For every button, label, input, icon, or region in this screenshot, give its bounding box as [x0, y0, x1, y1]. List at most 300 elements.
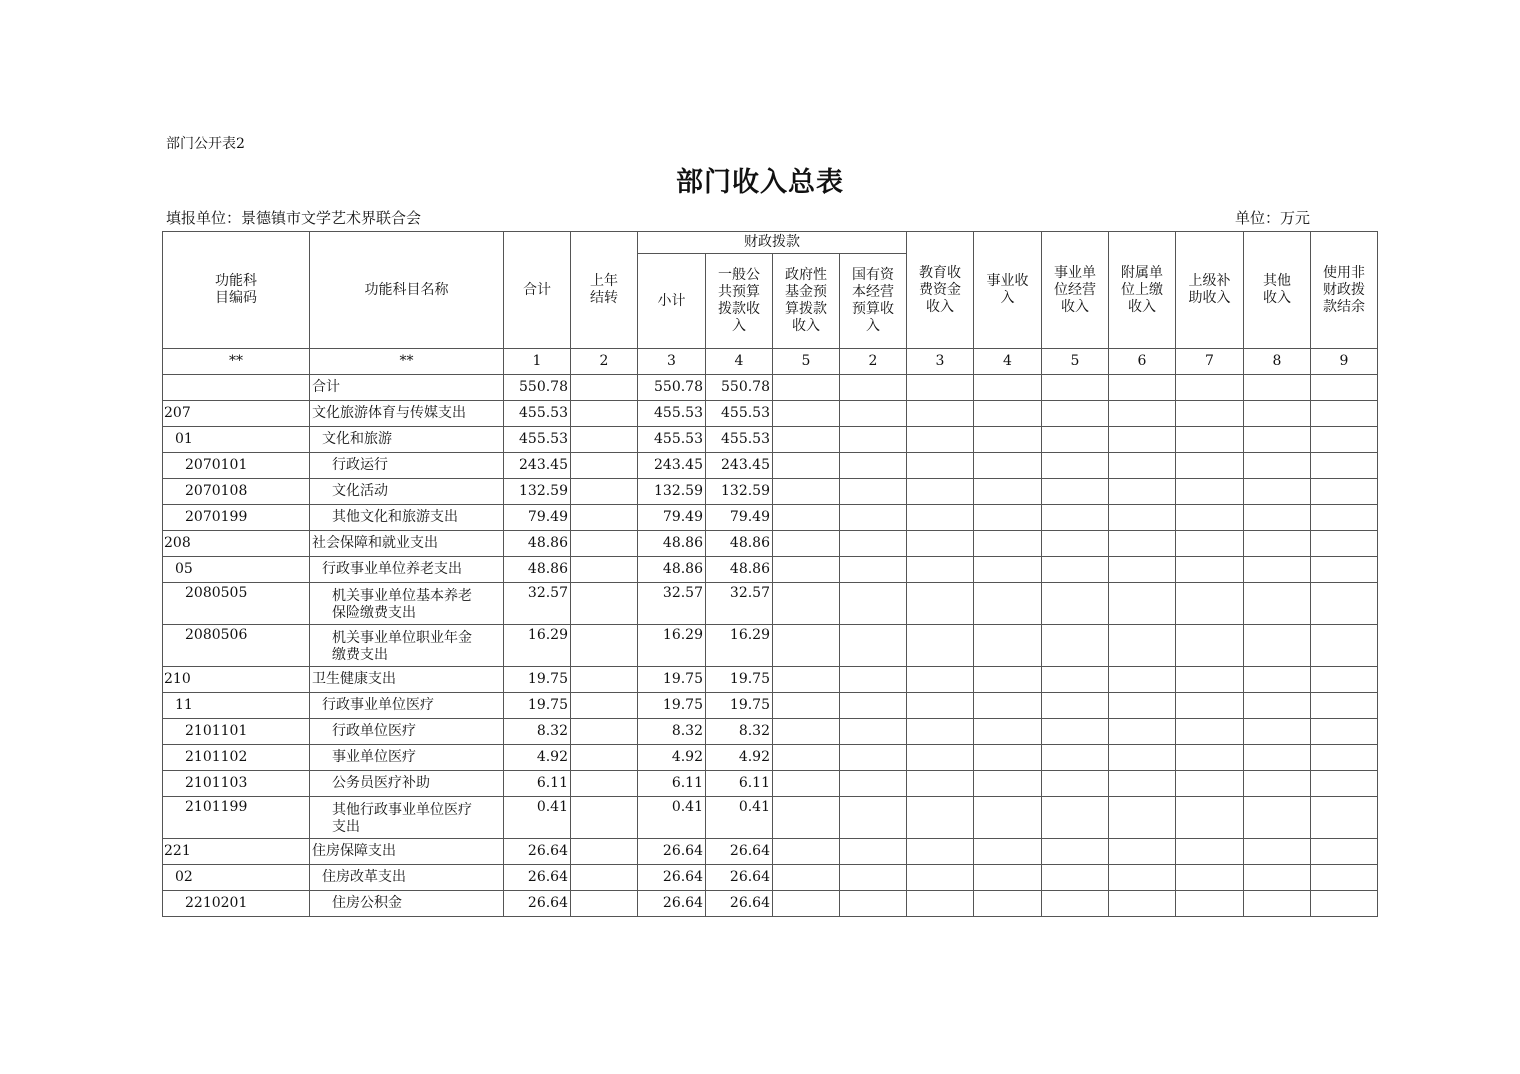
subtotal-cell: 132.59 — [638, 479, 706, 505]
empty-cell — [1042, 479, 1109, 505]
general-budget-cell: 8.32 — [706, 719, 773, 745]
carryover-cell — [571, 375, 638, 401]
header-name: 功能科目名称 — [310, 232, 504, 349]
empty-cell — [1176, 453, 1244, 479]
empty-cell — [974, 745, 1042, 771]
empty-cell — [1244, 839, 1311, 865]
empty-cell — [1244, 625, 1311, 667]
empty-cell — [773, 667, 840, 693]
empty-cell — [840, 891, 907, 917]
empty-cell — [773, 771, 840, 797]
total-cell: 0.41 — [504, 797, 571, 839]
subtotal-cell: 455.53 — [638, 401, 706, 427]
empty-cell — [1244, 557, 1311, 583]
code-cell: 2080505 — [163, 583, 310, 625]
code-cell: 2080506 — [163, 625, 310, 667]
code-cell: 221 — [163, 839, 310, 865]
empty-cell — [1244, 745, 1311, 771]
total-cell: 455.53 — [504, 427, 571, 453]
code-cell: 2070108 — [163, 479, 310, 505]
empty-cell — [1176, 531, 1244, 557]
empty-cell — [974, 719, 1042, 745]
carryover-cell — [571, 693, 638, 719]
empty-cell — [974, 625, 1042, 667]
empty-cell — [1109, 797, 1176, 839]
empty-cell — [1109, 667, 1176, 693]
table-row — [163, 531, 1378, 557]
code-cell: 2070199 — [163, 505, 310, 531]
subtotal-cell: 19.75 — [638, 667, 706, 693]
currency-unit: 单位：万元 — [1235, 209, 1311, 227]
code-cell: 02 — [163, 865, 310, 891]
code-cell: 2070101 — [163, 453, 310, 479]
empty-cell — [773, 625, 840, 667]
empty-cell — [1311, 375, 1378, 401]
subtotal-cell: 26.64 — [638, 839, 706, 865]
empty-cell — [907, 375, 974, 401]
empty-cell — [1244, 797, 1311, 839]
empty-cell — [1176, 865, 1244, 891]
empty-cell — [773, 557, 840, 583]
code-cell: 2210201 — [163, 891, 310, 917]
carryover-cell — [571, 891, 638, 917]
empty-cell — [1311, 531, 1378, 557]
empty-cell — [773, 693, 840, 719]
empty-cell — [773, 745, 840, 771]
general-budget-cell: 48.86 — [706, 531, 773, 557]
empty-cell — [974, 771, 1042, 797]
header-row-top — [163, 232, 1378, 254]
carryover-cell — [571, 865, 638, 891]
empty-cell — [840, 479, 907, 505]
empty-cell — [773, 531, 840, 557]
empty-cell — [1176, 625, 1244, 667]
total-cell: 455.53 — [504, 401, 571, 427]
total-cell: 16.29 — [504, 625, 571, 667]
empty-cell — [1244, 401, 1311, 427]
empty-cell — [1311, 401, 1378, 427]
code-cell — [163, 375, 310, 401]
header-affiliated: 附属单 位上缴 收入 — [1109, 232, 1176, 349]
empty-cell — [1244, 375, 1311, 401]
empty-cell — [840, 375, 907, 401]
empty-cell — [840, 693, 907, 719]
empty-cell — [1042, 375, 1109, 401]
header-business-ops: 事业单 位经营 收入 — [1042, 232, 1109, 349]
empty-cell — [1311, 719, 1378, 745]
empty-cell — [773, 797, 840, 839]
empty-cell — [1176, 375, 1244, 401]
general-budget-cell: 455.53 — [706, 401, 773, 427]
table-row — [163, 891, 1378, 917]
empty-cell — [1311, 745, 1378, 771]
empty-cell — [1109, 479, 1176, 505]
empty-cell — [1244, 667, 1311, 693]
subtotal-cell: 19.75 — [638, 693, 706, 719]
code-cell: 2101103 — [163, 771, 310, 797]
total-cell: 19.75 — [504, 667, 571, 693]
general-budget-cell: 16.29 — [706, 625, 773, 667]
empty-cell — [1244, 891, 1311, 917]
subtotal-cell: 26.64 — [638, 891, 706, 917]
empty-cell — [1042, 427, 1109, 453]
total-cell: 243.45 — [504, 453, 571, 479]
empty-cell — [1109, 453, 1176, 479]
carryover-cell — [571, 719, 638, 745]
empty-cell — [974, 865, 1042, 891]
table-row — [163, 745, 1378, 771]
empty-cell — [1176, 427, 1244, 453]
empty-cell — [773, 891, 840, 917]
column-index-cell: 4 — [706, 349, 773, 375]
name-cell: 行政事业单位医疗 — [310, 693, 504, 719]
code-cell: 207 — [163, 401, 310, 427]
empty-cell — [907, 693, 974, 719]
empty-cell — [840, 557, 907, 583]
empty-cell — [1042, 865, 1109, 891]
empty-cell — [1244, 719, 1311, 745]
total-cell: 132.59 — [504, 479, 571, 505]
reporting-unit: 填报单位：景德镇市文学艺术界联合会 — [166, 209, 422, 227]
subtotal-cell: 6.11 — [638, 771, 706, 797]
empty-cell — [1311, 453, 1378, 479]
header-superior: 上级补 助收入 — [1176, 232, 1244, 349]
column-index-cell: 3 — [638, 349, 706, 375]
name-cell: 机关事业单位职业年金 缴费支出 — [310, 625, 504, 667]
empty-cell — [1176, 667, 1244, 693]
table-row — [163, 667, 1378, 693]
empty-cell — [907, 557, 974, 583]
empty-cell — [1311, 667, 1378, 693]
empty-cell — [840, 505, 907, 531]
name-cell: 住房改革支出 — [310, 865, 504, 891]
general-budget-cell: 79.49 — [706, 505, 773, 531]
general-budget-cell: 26.64 — [706, 891, 773, 917]
empty-cell — [907, 427, 974, 453]
column-index-cell: 1 — [504, 349, 571, 375]
empty-cell — [907, 505, 974, 531]
table-row — [163, 865, 1378, 891]
subtotal-cell: 4.92 — [638, 745, 706, 771]
total-cell: 32.57 — [504, 583, 571, 625]
empty-cell — [1109, 625, 1176, 667]
general-budget-cell: 6.11 — [706, 771, 773, 797]
empty-cell — [907, 401, 974, 427]
table-row — [163, 557, 1378, 583]
empty-cell — [1176, 719, 1244, 745]
carryover-cell — [571, 667, 638, 693]
empty-cell — [840, 625, 907, 667]
empty-cell — [974, 667, 1042, 693]
empty-cell — [1311, 427, 1378, 453]
header-education: 教育收 费资金 收入 — [907, 232, 974, 349]
empty-cell — [773, 375, 840, 401]
empty-cell — [773, 505, 840, 531]
empty-cell — [907, 479, 974, 505]
empty-cell — [974, 401, 1042, 427]
general-budget-cell: 26.64 — [706, 839, 773, 865]
total-cell: 550.78 — [504, 375, 571, 401]
empty-cell — [840, 667, 907, 693]
empty-cell — [907, 839, 974, 865]
total-cell: 48.86 — [504, 531, 571, 557]
empty-cell — [840, 531, 907, 557]
table-row — [163, 427, 1378, 453]
header-business: 事业收 入 — [974, 232, 1042, 349]
empty-cell — [1109, 557, 1176, 583]
column-index-cell: 4 — [974, 349, 1042, 375]
empty-cell — [1176, 745, 1244, 771]
empty-cell — [1109, 745, 1176, 771]
carryover-cell — [571, 453, 638, 479]
empty-cell — [1042, 771, 1109, 797]
carryover-cell — [571, 557, 638, 583]
subtotal-cell: 455.53 — [638, 427, 706, 453]
empty-cell — [1311, 891, 1378, 917]
general-budget-cell: 26.64 — [706, 865, 773, 891]
column-index-cell: 2 — [571, 349, 638, 375]
name-cell: 住房公积金 — [310, 891, 504, 917]
empty-cell — [1244, 865, 1311, 891]
table-row — [163, 401, 1378, 427]
general-budget-cell: 455.53 — [706, 427, 773, 453]
empty-cell — [1176, 479, 1244, 505]
empty-cell — [907, 625, 974, 667]
general-budget-cell: 0.41 — [706, 797, 773, 839]
header-carryover: 上年 结转 — [571, 232, 638, 349]
table-row — [163, 771, 1378, 797]
empty-cell — [974, 583, 1042, 625]
empty-cell — [907, 583, 974, 625]
empty-cell — [1109, 427, 1176, 453]
empty-cell — [1042, 583, 1109, 625]
empty-cell — [1042, 693, 1109, 719]
total-cell: 8.32 — [504, 719, 571, 745]
empty-cell — [907, 891, 974, 917]
carryover-cell — [571, 505, 638, 531]
empty-cell — [1042, 557, 1109, 583]
header-state-capital: 国有资 本经营 预算收 入 — [840, 254, 907, 349]
carryover-cell — [571, 531, 638, 557]
name-cell: 事业单位医疗 — [310, 745, 504, 771]
empty-cell — [1042, 745, 1109, 771]
carryover-cell — [571, 583, 638, 625]
header-gov-fund: 政府性 基金预 算拨款 收入 — [773, 254, 840, 349]
subtotal-cell: 243.45 — [638, 453, 706, 479]
empty-cell — [1109, 375, 1176, 401]
code-cell: 01 — [163, 427, 310, 453]
empty-cell — [907, 531, 974, 557]
general-budget-cell: 19.75 — [706, 667, 773, 693]
empty-cell — [840, 865, 907, 891]
empty-cell — [1176, 401, 1244, 427]
carryover-cell — [571, 427, 638, 453]
column-index-cell: 5 — [1042, 349, 1109, 375]
general-budget-cell: 243.45 — [706, 453, 773, 479]
document-code: 部门公开表2 — [166, 136, 245, 152]
empty-cell — [1244, 505, 1311, 531]
code-cell: 2101102 — [163, 745, 310, 771]
empty-cell — [1109, 839, 1176, 865]
empty-cell — [773, 427, 840, 453]
carryover-cell — [571, 401, 638, 427]
header-general-budget: 一般公 共预算 拨款收 入 — [706, 254, 773, 349]
empty-cell — [1042, 667, 1109, 693]
empty-cell — [974, 531, 1042, 557]
empty-cell — [1042, 797, 1109, 839]
total-cell: 4.92 — [504, 745, 571, 771]
name-cell: 社会保障和就业支出 — [310, 531, 504, 557]
total-cell: 26.64 — [504, 891, 571, 917]
column-index-cell: 8 — [1244, 349, 1311, 375]
empty-cell — [1042, 625, 1109, 667]
empty-cell — [1244, 479, 1311, 505]
carryover-cell — [571, 839, 638, 865]
empty-cell — [1176, 505, 1244, 531]
empty-cell — [1042, 401, 1109, 427]
general-budget-cell: 4.92 — [706, 745, 773, 771]
name-cell: 其他文化和旅游支出 — [310, 505, 504, 531]
empty-cell — [907, 667, 974, 693]
empty-cell — [1244, 693, 1311, 719]
empty-cell — [974, 839, 1042, 865]
empty-cell — [1244, 583, 1311, 625]
code-cell: 2101199 — [163, 797, 310, 839]
name-cell: 合计 — [310, 375, 504, 401]
subtotal-cell: 550.78 — [638, 375, 706, 401]
column-index-cell: 5 — [773, 349, 840, 375]
carryover-cell — [571, 745, 638, 771]
name-cell: 行政运行 — [310, 453, 504, 479]
empty-cell — [1311, 797, 1378, 839]
empty-cell — [773, 453, 840, 479]
empty-cell — [1109, 771, 1176, 797]
empty-cell — [773, 839, 840, 865]
total-cell: 26.64 — [504, 839, 571, 865]
name-cell: 文化活动 — [310, 479, 504, 505]
empty-cell — [1109, 583, 1176, 625]
empty-cell — [773, 401, 840, 427]
carryover-cell — [571, 479, 638, 505]
empty-cell — [773, 583, 840, 625]
empty-cell — [1109, 505, 1176, 531]
empty-cell — [974, 479, 1042, 505]
header-code: 功能科 目编码 — [163, 232, 310, 349]
empty-cell — [974, 453, 1042, 479]
empty-cell — [1042, 531, 1109, 557]
income-summary-table — [162, 231, 1378, 917]
header-nonfiscal: 使用非 财政拨 款结余 — [1311, 232, 1378, 349]
empty-cell — [907, 771, 974, 797]
table-row — [163, 453, 1378, 479]
subtotal-cell: 0.41 — [638, 797, 706, 839]
name-cell: 卫生健康支出 — [310, 667, 504, 693]
code-cell: 2101101 — [163, 719, 310, 745]
subtotal-cell: 32.57 — [638, 583, 706, 625]
name-cell: 机关事业单位基本养老 保险缴费支出 — [310, 583, 504, 625]
empty-cell — [974, 505, 1042, 531]
empty-cell — [1042, 891, 1109, 917]
carryover-cell — [571, 771, 638, 797]
column-index-row — [163, 349, 1378, 375]
general-budget-cell: 550.78 — [706, 375, 773, 401]
subtotal-cell: 79.49 — [638, 505, 706, 531]
empty-cell — [840, 583, 907, 625]
empty-cell — [1244, 771, 1311, 797]
empty-cell — [840, 453, 907, 479]
name-cell: 行政单位医疗 — [310, 719, 504, 745]
general-budget-cell: 48.86 — [706, 557, 773, 583]
table-row — [163, 719, 1378, 745]
empty-cell — [840, 745, 907, 771]
code-cell: 11 — [163, 693, 310, 719]
general-budget-cell: 19.75 — [706, 693, 773, 719]
empty-cell — [1176, 583, 1244, 625]
document-title: 部门收入总表 — [676, 167, 844, 198]
table-row — [163, 505, 1378, 531]
empty-cell — [840, 771, 907, 797]
empty-cell — [1244, 531, 1311, 557]
empty-cell — [1311, 625, 1378, 667]
empty-cell — [1311, 839, 1378, 865]
empty-cell — [840, 427, 907, 453]
empty-cell — [1042, 719, 1109, 745]
table-row — [163, 375, 1378, 401]
total-cell: 19.75 — [504, 693, 571, 719]
column-index-cell: ** — [163, 349, 310, 375]
empty-cell — [773, 865, 840, 891]
empty-cell — [1176, 693, 1244, 719]
total-cell: 26.64 — [504, 865, 571, 891]
column-index-cell: 9 — [1311, 349, 1378, 375]
empty-cell — [1109, 865, 1176, 891]
header-subtotal: 小计 — [638, 254, 706, 349]
empty-cell — [907, 745, 974, 771]
name-cell: 行政事业单位养老支出 — [310, 557, 504, 583]
table-row — [163, 479, 1378, 505]
empty-cell — [1176, 771, 1244, 797]
total-cell: 48.86 — [504, 557, 571, 583]
empty-cell — [974, 375, 1042, 401]
empty-cell — [974, 797, 1042, 839]
name-cell: 其他行政事业单位医疗 支出 — [310, 797, 504, 839]
empty-cell — [1109, 401, 1176, 427]
table-row — [163, 839, 1378, 865]
empty-cell — [1244, 453, 1311, 479]
empty-cell — [1311, 557, 1378, 583]
empty-cell — [840, 401, 907, 427]
total-cell: 79.49 — [504, 505, 571, 531]
table-row — [163, 797, 1378, 839]
empty-cell — [907, 865, 974, 891]
empty-cell — [773, 719, 840, 745]
subtotal-cell: 16.29 — [638, 625, 706, 667]
column-index-cell: 3 — [907, 349, 974, 375]
empty-cell — [1042, 839, 1109, 865]
empty-cell — [1109, 693, 1176, 719]
empty-cell — [1311, 865, 1378, 891]
table-row — [163, 625, 1378, 667]
empty-cell — [907, 453, 974, 479]
empty-cell — [840, 797, 907, 839]
column-index-cell: 7 — [1176, 349, 1244, 375]
empty-cell — [840, 839, 907, 865]
empty-cell — [773, 479, 840, 505]
carryover-cell — [571, 797, 638, 839]
subtotal-cell: 26.64 — [638, 865, 706, 891]
header-fiscal-group: 财政拨款 — [638, 232, 907, 254]
empty-cell — [974, 891, 1042, 917]
